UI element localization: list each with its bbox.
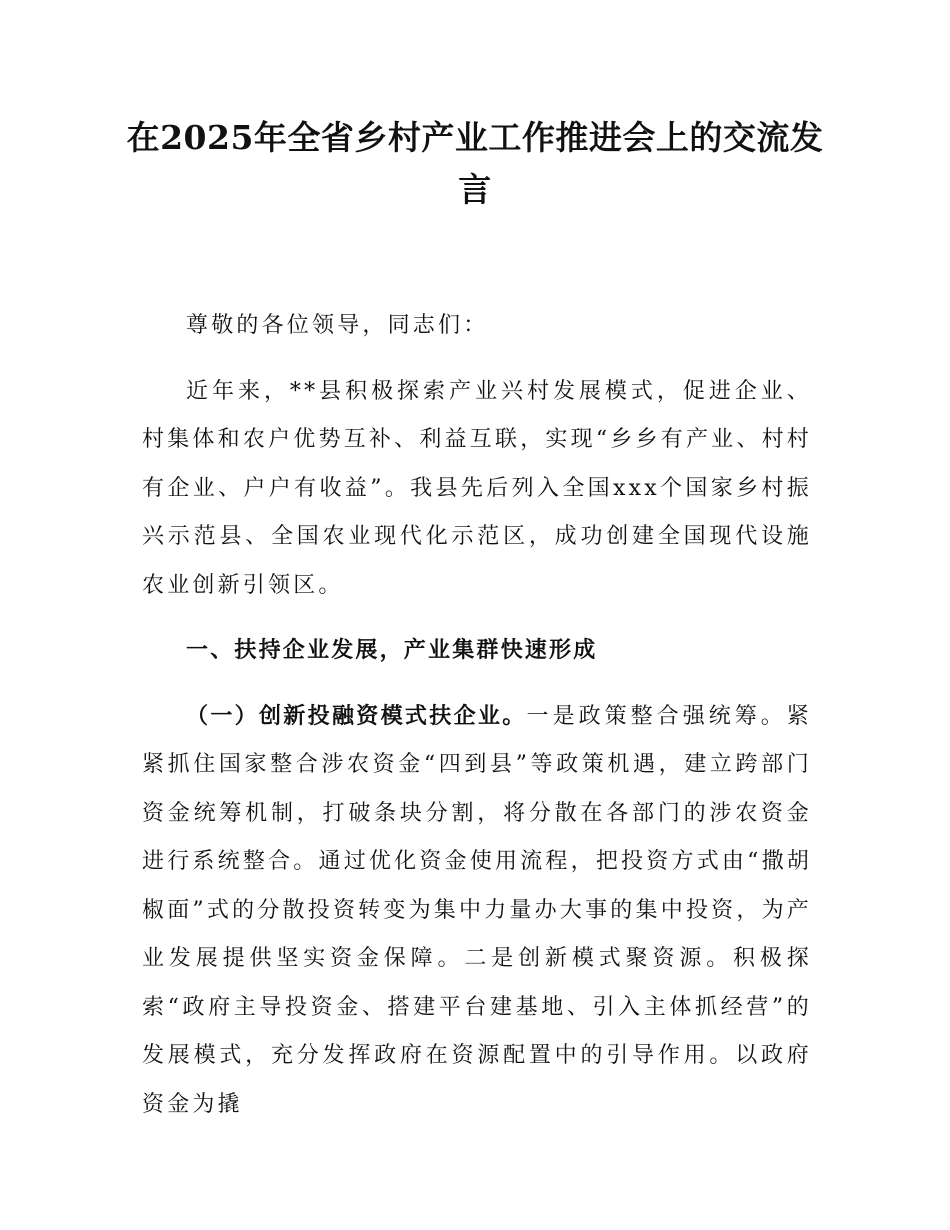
document-body	[142, 302, 812, 1146]
salutation: 尊敬的各位领导，同志们：	[186, 313, 489, 338]
section-paragraph	[142, 693, 812, 1130]
document-title: 在2025年全省乡村产业工作推进会上的交流发言	[126, 118, 824, 209]
section-heading: 一、扶持企业发展，产业集群快速形成	[186, 638, 598, 663]
subsection-text: 一是政策整合强统筹。紧紧抓住国家整合涉农资金“四到县”等政策机遇，建立跨部门资金统筹机制，打破条块分割，将分散在各部门的涉农资金进行系统整合。通过优化资金使用流程，把投资方式由“撒胡椒面”式的分散投资转变为集中力量办大事的集中投资，为产业发展提供坚实资金保障。二是创新模式聚资源。积极探索“政府主导投资金、搭建平台建基地、引入主体抓经营”的发展模式，充分发挥政府在资源配置中的引导作用。以政府资金为撬	[142, 703, 812, 1117]
subsection-lead: （一）创新投融资模式扶企业。	[186, 703, 527, 729]
intro-paragraph: 近年来，**县积极探索产业兴村发展模式，促进企业、村集体和农户优势互补、利益互联，实现“乡乡有产业、村村有企业、户户有收益”。我县先后列入全国xxx个国家乡村振兴示范县、全国农业现代化示范区，成功创建全国现代设施农业创新引领区。	[142, 378, 812, 598]
